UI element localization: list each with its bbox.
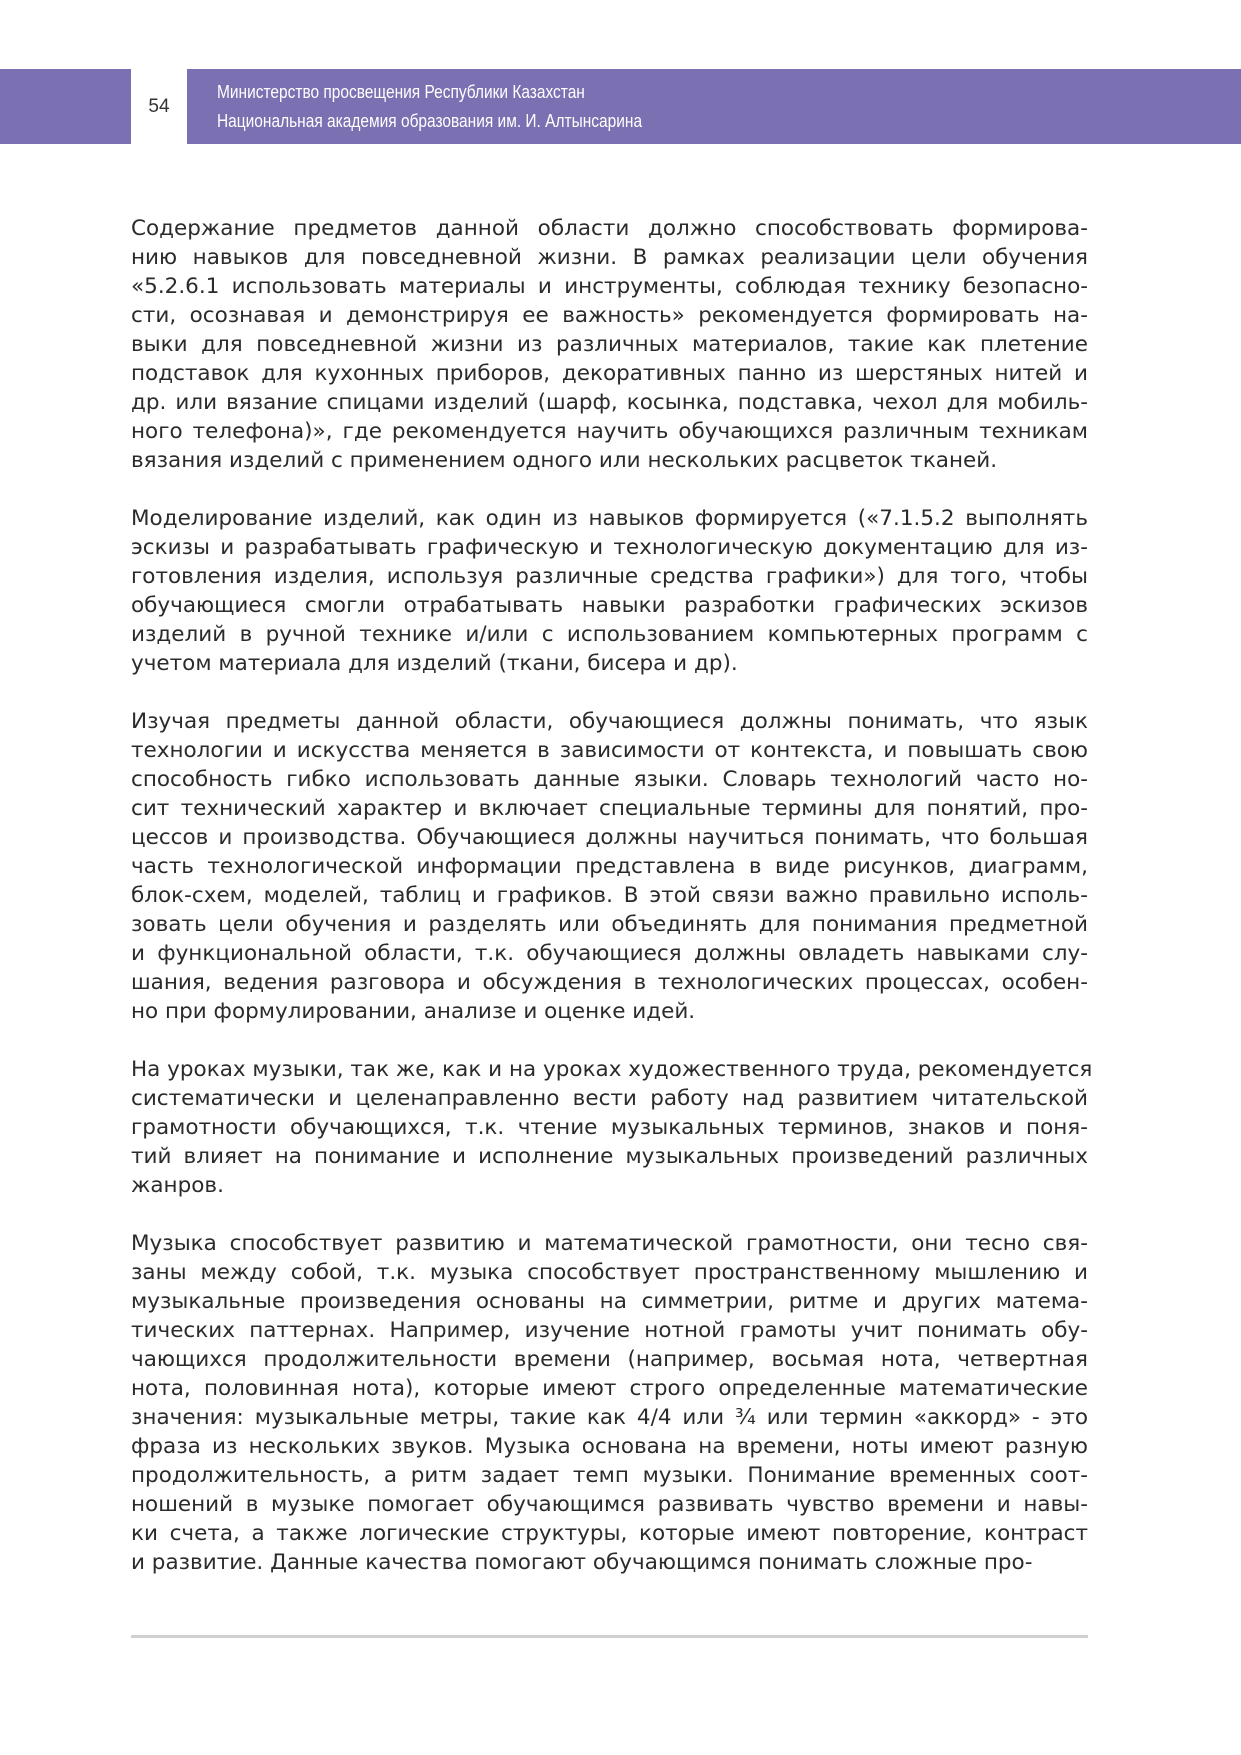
text-line: нота, половинная нота), которые имеют строго определенные математические — [131, 1376, 1088, 1401]
paragraph — [131, 214, 1088, 475]
text-line: На уроках музыки, так же, как и на уроках художественного труда, рекомендуется — [131, 1057, 1093, 1082]
text-line: нию навыков для повседневной жизни. В рамках реализации цели обучения — [131, 245, 1088, 270]
body-text — [131, 214, 1093, 1606]
paragraph — [131, 1229, 1088, 1577]
text-line: блок-схем, моделей, таблиц и графиков. В этой связи важно правильно исполь- — [131, 883, 1088, 908]
paragraph — [131, 707, 1088, 1026]
text-line: тических паттернах. Например, изучение нотной грамоты учит понимать обу- — [131, 1318, 1088, 1343]
text-line: Музыка способствует развитию и математической грамотности, они тесно свя- — [131, 1231, 1088, 1256]
text-line: грамотности обучающихся, т.к. чтение музыкальных терминов, знаков и поня- — [131, 1115, 1088, 1140]
text-line: жанров. — [131, 1173, 224, 1198]
text-line: вязания изделий с применением одного или нескольких расцветок тканей. — [131, 448, 998, 473]
page-number-box — [131, 69, 187, 144]
text-line: технологии и искусства меняется в зависимости от контекста, и повышать свою — [131, 738, 1088, 763]
text-line: заны между собой, т.к. музыка способствует пространственному мышлению и — [131, 1260, 1088, 1285]
header-ministry: Министерство просвещения Республики Казахстан — [217, 82, 585, 102]
text-line: ного телефона)», где рекомендуется научить обучающихся различным техникам — [131, 419, 1088, 444]
text-line: часть технологической информации представлена в виде рисунков, диаграмм, — [131, 854, 1088, 879]
text-line: тий влияет на понимание и исполнение музыкальных произведений различных — [131, 1144, 1088, 1169]
header-academy: Национальная академия образования им. И. Алтынсарина — [217, 111, 643, 131]
text-line: продолжительность, а ритм задает темп музыки. Понимание временных соот- — [131, 1463, 1088, 1488]
text-line: шания, ведения разговора и обсуждения в технологических процессах, особен- — [131, 970, 1088, 995]
text-line: цессов и производства. Обучающиеся должны научиться понимать, что большая — [131, 825, 1088, 850]
text-line: фраза из нескольких звуков. Музыка основана на времени, ноты имеют разную — [131, 1434, 1088, 1459]
text-line: изделий в ручной технике и/или с использованием компьютерных программ с — [131, 622, 1088, 647]
footer-divider — [131, 1635, 1088, 1638]
text-line: ношений в музыке помогает обучающимся развивать чувство времени и навы- — [131, 1492, 1088, 1517]
text-line: выки для повседневной жизни из различных материалов, такие как плетение — [131, 332, 1088, 357]
text-line: учетом материала для изделий (ткани, бисера и др). — [131, 651, 738, 676]
text-line: чающихся продолжительности времени (например, восьмая нота, четвертная — [131, 1347, 1088, 1372]
text-line: Моделирование изделий, как один из навыков формируется («7.1.5.2 выполнять — [131, 506, 1088, 531]
text-line: способность гибко использовать данные языки. Словарь технологий часто но- — [131, 767, 1088, 792]
text-line: и развитие. Данные качества помогают обучающимся понимать сложные про- — [131, 1550, 1033, 1575]
text-line: сти, осознавая и демонстрируя ее важность» рекомендуется формировать на- — [131, 303, 1088, 328]
paragraph — [131, 1055, 1093, 1200]
text-line: др. или вязание спицами изделий (шарф, косынка, подставка, чехол для мобиль- — [131, 390, 1088, 415]
text-line: систематически и целенаправленно вести работу над развитием читательской — [131, 1086, 1088, 1111]
text-line: и функциональной области, т.к. обучающиеся должны овладеть навыками слу- — [131, 941, 1088, 966]
text-line: значения: музыкальные метры, такие как 4/4 или ¾ или термин «аккорд» - это — [131, 1405, 1088, 1430]
paragraph — [131, 504, 1088, 678]
text-line: «5.2.6.1 использовать материалы и инструменты, соблюдая технику безопасно- — [131, 274, 1088, 299]
text-line: музыкальные произведения основаны на симметрии, ритме и других матема- — [131, 1289, 1088, 1314]
text-line: ки счета, а также логические структуры, которые имеют повторение, контраст — [131, 1521, 1088, 1546]
text-line: обучающиеся смогли отрабатывать навыки разработки графических эскизов — [131, 593, 1088, 618]
text-line: сит технический характер и включает специальные термины для понятий, про- — [131, 796, 1088, 821]
text-line: подставок для кухонных приборов, декоративных панно из шерстяных нитей и — [131, 361, 1088, 386]
text-line: Содержание предметов данной области должно способствовать формирова- — [131, 216, 1088, 241]
text-line: эскизы и разрабатывать графическую и технологическую документацию для из- — [131, 535, 1088, 560]
text-line: Изучая предметы данной области, обучающиеся должны понимать, что язык — [131, 709, 1088, 734]
header-publisher — [217, 78, 642, 136]
text-line: но при формулировании, анализе и оценке идей. — [131, 999, 696, 1024]
text-line: зовать цели обучения и разделять или объединять для понимания предметной — [131, 912, 1088, 937]
page-number: 54 — [148, 95, 170, 117]
text-line: готовления изделия, используя различные средства графики») для того, чтобы — [131, 564, 1088, 589]
